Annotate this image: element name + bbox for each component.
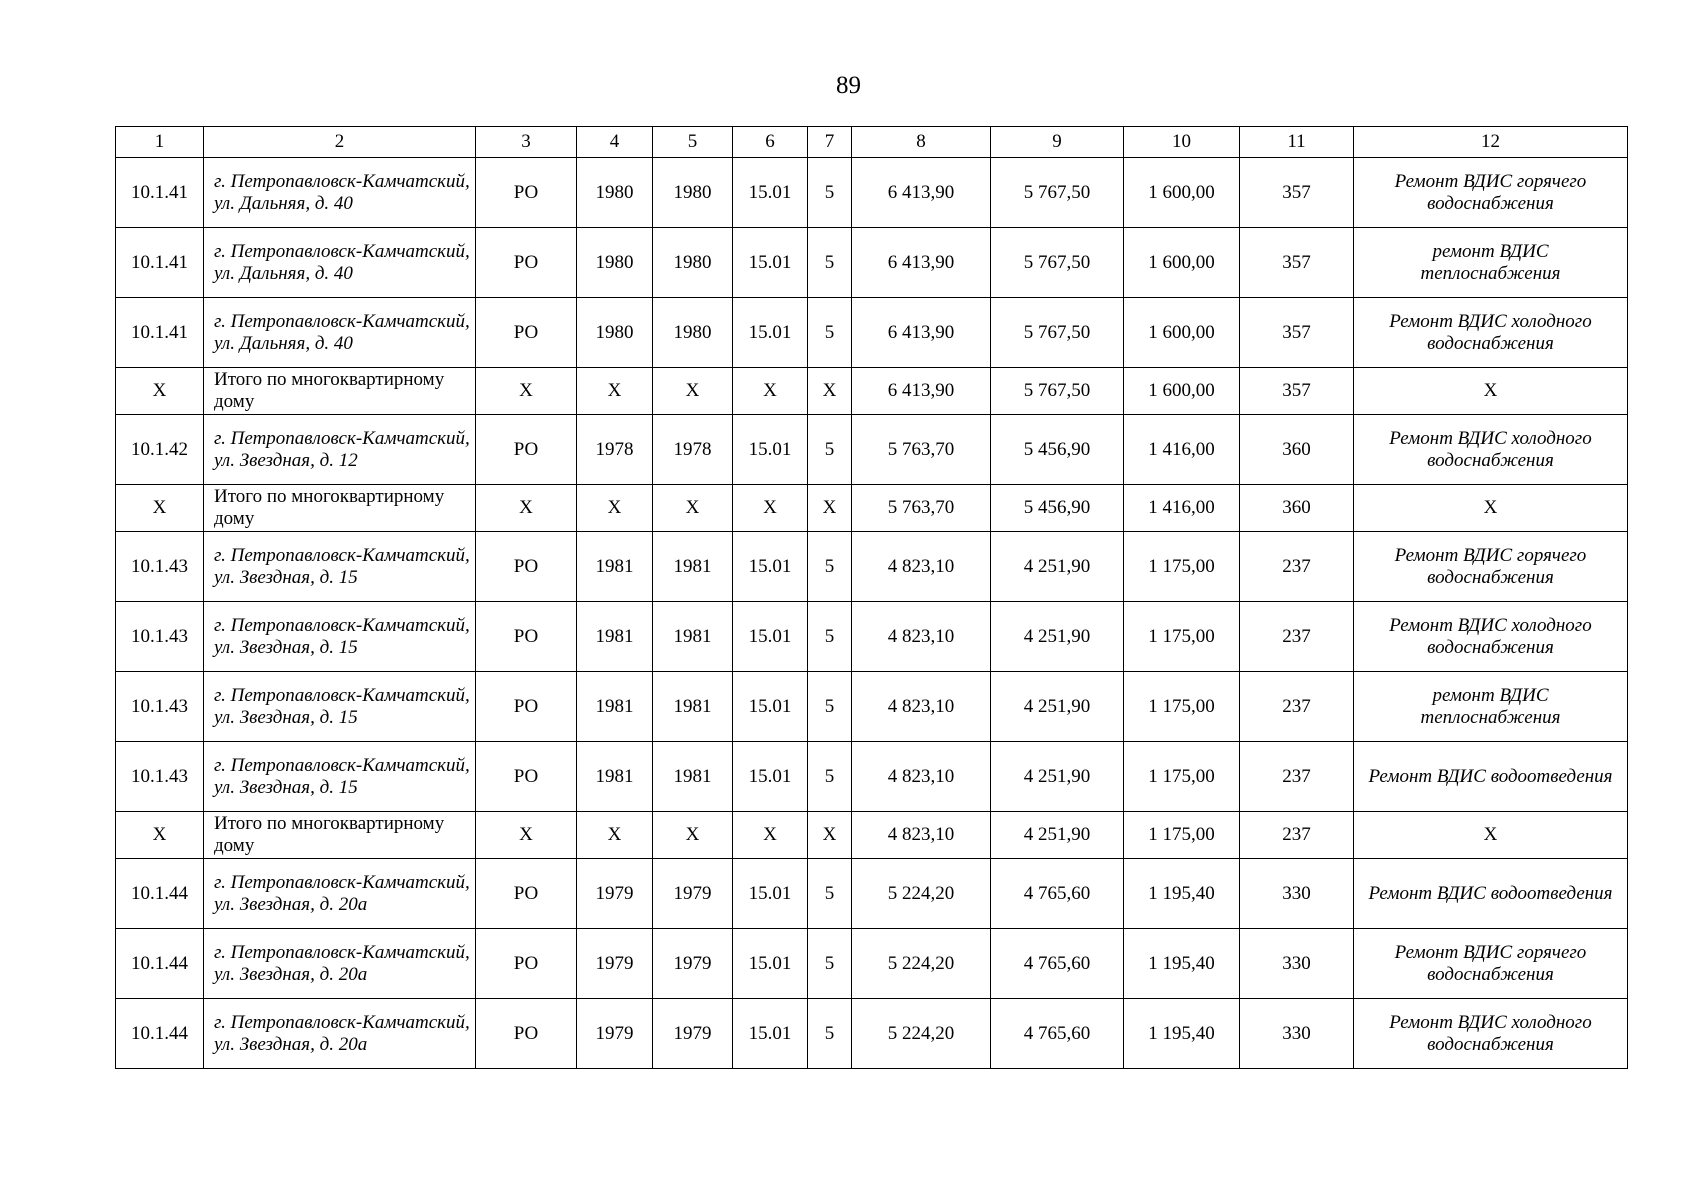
item-number-cell: X — [116, 485, 204, 532]
non-living-area-cell: 1 600,00 — [1124, 368, 1240, 415]
non-living-area-cell: 1 600,00 — [1124, 228, 1240, 298]
year-commissioned-cell: 1981 — [653, 672, 733, 742]
floors-cell: 5 — [808, 602, 852, 672]
total-area-cell: 4 823,10 — [852, 672, 991, 742]
residents-cell: 330 — [1240, 859, 1354, 929]
address-cell: г. Петропавловск-Камчатский, ул. Дальняя, д. 40 — [204, 228, 476, 298]
item-number-cell: 10.1.44 — [116, 859, 204, 929]
total-row — [116, 368, 1628, 415]
non-living-area-cell: 1 195,40 — [1124, 859, 1240, 929]
year-commissioned-cell: X — [653, 368, 733, 415]
column-header: 9 — [991, 127, 1124, 158]
work-type-cell: X — [1354, 812, 1628, 859]
floors-cell: X — [808, 485, 852, 532]
year-built-cell: 1979 — [577, 859, 653, 929]
floors-cell: 5 — [808, 929, 852, 999]
table-row — [116, 228, 1628, 298]
type-cell: РО — [476, 228, 577, 298]
year-commissioned-cell: 1979 — [653, 859, 733, 929]
address-cell: г. Петропавловск-Камчатский, ул. Дальняя, д. 40 — [204, 298, 476, 368]
year-built-cell: 1980 — [577, 298, 653, 368]
construction-code-cell: 15.01 — [733, 532, 808, 602]
year-commissioned-cell: 1979 — [653, 999, 733, 1069]
work-type-cell: X — [1354, 485, 1628, 532]
year-built-cell: X — [577, 368, 653, 415]
table-row — [116, 298, 1628, 368]
construction-code-cell: 15.01 — [733, 158, 808, 228]
year-built-cell: 1979 — [577, 999, 653, 1069]
table-row — [116, 158, 1628, 228]
work-type-cell: Ремонт ВДИС горячего водоснабжения — [1354, 929, 1628, 999]
table-row — [116, 672, 1628, 742]
column-header: 5 — [653, 127, 733, 158]
item-number-cell: 10.1.44 — [116, 929, 204, 999]
year-commissioned-cell: 1979 — [653, 929, 733, 999]
construction-code-cell: 15.01 — [733, 415, 808, 485]
floors-cell: X — [808, 812, 852, 859]
type-cell: РО — [476, 999, 577, 1069]
non-living-area-cell: 1 175,00 — [1124, 742, 1240, 812]
living-area-cell: 4 765,60 — [991, 999, 1124, 1069]
work-type-cell: X — [1354, 368, 1628, 415]
item-number-cell: 10.1.43 — [116, 672, 204, 742]
year-built-cell: X — [577, 485, 653, 532]
address-cell: г. Петропавловск-Камчатский, ул. Звездная, д. 20а — [204, 929, 476, 999]
column-header: 8 — [852, 127, 991, 158]
type-cell: РО — [476, 602, 577, 672]
year-commissioned-cell: 1981 — [653, 742, 733, 812]
residents-cell: 357 — [1240, 298, 1354, 368]
table-row — [116, 602, 1628, 672]
total-area-cell: 5 763,70 — [852, 415, 991, 485]
total-area-cell: 5 224,20 — [852, 999, 991, 1069]
work-type-cell: ремонт ВДИС теплоснабжения — [1354, 672, 1628, 742]
address-cell: г. Петропавловск-Камчатский, ул. Дальняя, д. 40 — [204, 158, 476, 228]
item-number-cell: 10.1.43 — [116, 602, 204, 672]
floors-cell: 5 — [808, 158, 852, 228]
address-cell: г. Петропавловск-Камчатский, ул. Звездная, д. 20а — [204, 999, 476, 1069]
residents-cell: 237 — [1240, 602, 1354, 672]
living-area-cell: 5 767,50 — [991, 368, 1124, 415]
residents-cell: 237 — [1240, 812, 1354, 859]
construction-code-cell: X — [733, 368, 808, 415]
year-commissioned-cell: 1980 — [653, 228, 733, 298]
year-built-cell: 1980 — [577, 228, 653, 298]
page-number: 89 — [836, 72, 861, 99]
construction-code-cell: 15.01 — [733, 298, 808, 368]
year-built-cell: 1981 — [577, 602, 653, 672]
work-type-cell: Ремонт ВДИС водоотведения — [1354, 859, 1628, 929]
type-cell: РО — [476, 672, 577, 742]
non-living-area-cell: 1 600,00 — [1124, 298, 1240, 368]
total-area-cell: 6 413,90 — [852, 298, 991, 368]
column-header: 12 — [1354, 127, 1628, 158]
address-cell: г. Петропавловск-Камчатский, ул. Звездная, д. 15 — [204, 672, 476, 742]
residents-cell: 360 — [1240, 485, 1354, 532]
item-number-cell: 10.1.42 — [116, 415, 204, 485]
floors-cell: 5 — [808, 532, 852, 602]
address-cell: Итого по многоквартирному дому — [204, 812, 476, 859]
repair-program-table — [115, 126, 1628, 1069]
construction-code-cell: X — [733, 485, 808, 532]
construction-code-cell: 15.01 — [733, 602, 808, 672]
table-row — [116, 742, 1628, 812]
floors-cell: 5 — [808, 672, 852, 742]
year-built-cell: 1981 — [577, 742, 653, 812]
total-area-cell: 5 763,70 — [852, 485, 991, 532]
address-cell: г. Петропавловск-Камчатский, ул. Звездная, д. 20а — [204, 859, 476, 929]
table-row — [116, 859, 1628, 929]
year-commissioned-cell: X — [653, 485, 733, 532]
type-cell: РО — [476, 929, 577, 999]
non-living-area-cell: 1 175,00 — [1124, 812, 1240, 859]
construction-code-cell: 15.01 — [733, 228, 808, 298]
type-cell: РО — [476, 298, 577, 368]
living-area-cell: 4 251,90 — [991, 672, 1124, 742]
work-type-cell: Ремонт ВДИС холодного водоснабжения — [1354, 999, 1628, 1069]
living-area-cell: 4 251,90 — [991, 602, 1124, 672]
work-type-cell: Ремонт ВДИС холодного водоснабжения — [1354, 602, 1628, 672]
year-built-cell: 1979 — [577, 929, 653, 999]
type-cell: X — [476, 368, 577, 415]
address-cell: г. Петропавловск-Камчатский, ул. Звездная, д. 15 — [204, 742, 476, 812]
column-header: 10 — [1124, 127, 1240, 158]
column-header: 7 — [808, 127, 852, 158]
item-number-cell: X — [116, 368, 204, 415]
floors-cell: 5 — [808, 415, 852, 485]
year-built-cell: 1981 — [577, 532, 653, 602]
residents-cell: 360 — [1240, 415, 1354, 485]
table-row — [116, 999, 1628, 1069]
table-row — [116, 929, 1628, 999]
residents-cell: 237 — [1240, 532, 1354, 602]
work-type-cell: ремонт ВДИС теплоснабжения — [1354, 228, 1628, 298]
item-number-cell: 10.1.43 — [116, 532, 204, 602]
living-area-cell: 4 251,90 — [991, 742, 1124, 812]
residents-cell: 330 — [1240, 999, 1354, 1069]
item-number-cell: 10.1.43 — [116, 742, 204, 812]
non-living-area-cell: 1 175,00 — [1124, 532, 1240, 602]
construction-code-cell: 15.01 — [733, 672, 808, 742]
residents-cell: 357 — [1240, 228, 1354, 298]
construction-code-cell: 15.01 — [733, 999, 808, 1069]
address-cell: Итого по многоквартирному дому — [204, 485, 476, 532]
non-living-area-cell: 1 416,00 — [1124, 415, 1240, 485]
residents-cell: 357 — [1240, 158, 1354, 228]
year-commissioned-cell: X — [653, 812, 733, 859]
year-commissioned-cell: 1980 — [653, 298, 733, 368]
living-area-cell: 5 767,50 — [991, 228, 1124, 298]
column-header: 1 — [116, 127, 204, 158]
work-type-cell: Ремонт ВДИС холодного водоснабжения — [1354, 415, 1628, 485]
living-area-cell: 5 767,50 — [991, 298, 1124, 368]
address-cell: г. Петропавловск-Камчатский, ул. Звездная, д. 15 — [204, 602, 476, 672]
living-area-cell: 4 765,60 — [991, 859, 1124, 929]
residents-cell: 237 — [1240, 672, 1354, 742]
type-cell: РО — [476, 532, 577, 602]
living-area-cell: 4 251,90 — [991, 532, 1124, 602]
total-area-cell: 4 823,10 — [852, 602, 991, 672]
floors-cell: 5 — [808, 742, 852, 812]
column-header: 4 — [577, 127, 653, 158]
work-type-cell: Ремонт ВДИС горячего водоснабжения — [1354, 532, 1628, 602]
type-cell: X — [476, 812, 577, 859]
type-cell: РО — [476, 415, 577, 485]
year-commissioned-cell: 1978 — [653, 415, 733, 485]
column-header: 3 — [476, 127, 577, 158]
type-cell: X — [476, 485, 577, 532]
table-row — [116, 415, 1628, 485]
total-area-cell: 6 413,90 — [852, 368, 991, 415]
living-area-cell: 4 765,60 — [991, 929, 1124, 999]
non-living-area-cell: 1 195,40 — [1124, 929, 1240, 999]
item-number-cell: 10.1.41 — [116, 228, 204, 298]
living-area-cell: 4 251,90 — [991, 812, 1124, 859]
year-commissioned-cell: 1981 — [653, 602, 733, 672]
living-area-cell: 5 767,50 — [991, 158, 1124, 228]
total-row — [116, 485, 1628, 532]
residents-cell: 330 — [1240, 929, 1354, 999]
living-area-cell: 5 456,90 — [991, 415, 1124, 485]
construction-code-cell: 15.01 — [733, 929, 808, 999]
floors-cell: 5 — [808, 298, 852, 368]
floors-cell: 5 — [808, 228, 852, 298]
non-living-area-cell: 1 175,00 — [1124, 672, 1240, 742]
total-area-cell: 4 823,10 — [852, 532, 991, 602]
column-header: 2 — [204, 127, 476, 158]
total-area-cell: 5 224,20 — [852, 859, 991, 929]
type-cell: РО — [476, 742, 577, 812]
work-type-cell: Ремонт ВДИС холодного водоснабжения — [1354, 298, 1628, 368]
non-living-area-cell: 1 416,00 — [1124, 485, 1240, 532]
residents-cell: 357 — [1240, 368, 1354, 415]
total-area-cell: 5 224,20 — [852, 929, 991, 999]
item-number-cell: 10.1.44 — [116, 999, 204, 1069]
item-number-cell: 10.1.41 — [116, 298, 204, 368]
year-built-cell: 1981 — [577, 672, 653, 742]
address-cell: Итого по многоквартирному дому — [204, 368, 476, 415]
floors-cell: X — [808, 368, 852, 415]
total-row — [116, 812, 1628, 859]
year-built-cell: 1980 — [577, 158, 653, 228]
work-type-cell: Ремонт ВДИС водоотведения — [1354, 742, 1628, 812]
item-number-cell: X — [116, 812, 204, 859]
address-cell: г. Петропавловск-Камчатский, ул. Звездная, д. 12 — [204, 415, 476, 485]
construction-code-cell: X — [733, 812, 808, 859]
year-commissioned-cell: 1980 — [653, 158, 733, 228]
total-area-cell: 6 413,90 — [852, 158, 991, 228]
address-cell: г. Петропавловск-Камчатский, ул. Звездная, д. 15 — [204, 532, 476, 602]
construction-code-cell: 15.01 — [733, 742, 808, 812]
total-area-cell: 6 413,90 — [852, 228, 991, 298]
floors-cell: 5 — [808, 859, 852, 929]
column-number-header-row — [116, 127, 1628, 158]
non-living-area-cell: 1 600,00 — [1124, 158, 1240, 228]
item-number-cell: 10.1.41 — [116, 158, 204, 228]
year-commissioned-cell: 1981 — [653, 532, 733, 602]
table-row — [116, 532, 1628, 602]
living-area-cell: 5 456,90 — [991, 485, 1124, 532]
year-built-cell: 1978 — [577, 415, 653, 485]
total-area-cell: 4 823,10 — [852, 742, 991, 812]
year-built-cell: X — [577, 812, 653, 859]
type-cell: РО — [476, 158, 577, 228]
residents-cell: 237 — [1240, 742, 1354, 812]
type-cell: РО — [476, 859, 577, 929]
floors-cell: 5 — [808, 999, 852, 1069]
column-header: 6 — [733, 127, 808, 158]
non-living-area-cell: 1 175,00 — [1124, 602, 1240, 672]
table-body — [116, 158, 1628, 1069]
work-type-cell: Ремонт ВДИС горячего водоснабжения — [1354, 158, 1628, 228]
construction-code-cell: 15.01 — [733, 859, 808, 929]
total-area-cell: 4 823,10 — [852, 812, 991, 859]
non-living-area-cell: 1 195,40 — [1124, 999, 1240, 1069]
column-header: 11 — [1240, 127, 1354, 158]
